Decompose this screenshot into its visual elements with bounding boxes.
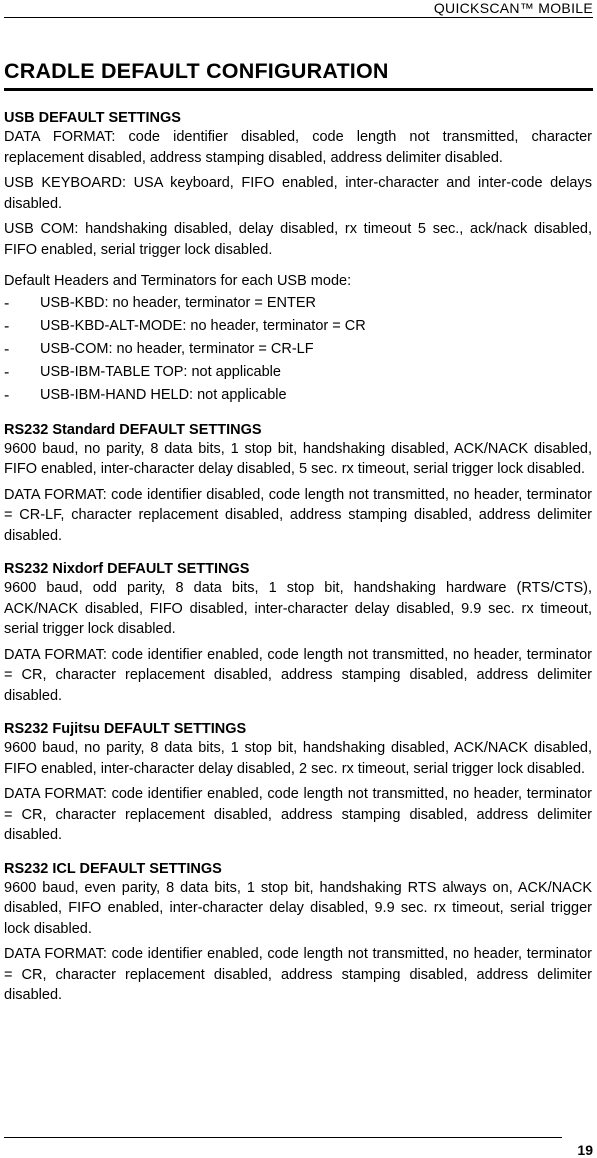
dash-bullet: - (4, 317, 10, 335)
dash-bullet: - (4, 340, 10, 358)
usb-data-format: DATA FORMAT: code identifier disabled, code length not transmitted, character replacement disabled, address stamping disabled, address delimiter disabled. (4, 129, 592, 166)
page-title: CRADLE DEFAULT CONFIGURATION (4, 59, 389, 83)
title-rule (4, 88, 593, 91)
running-header: QUICKSCAN™ MOBILE (433, 0, 593, 16)
rs232-fujitsu-heading: RS232 Fujitsu DEFAULT SETTINGS (4, 721, 247, 737)
list-item: - USB-KBD: no header, terminator = ENTER (4, 292, 592, 315)
dash-bullet: - (4, 294, 10, 312)
rs232-icl-heading: RS232 ICL DEFAULT SETTINGS (4, 860, 222, 877)
usb-heading: USB DEFAULT SETTINGS (4, 110, 181, 126)
page-number: 19 (577, 1142, 593, 1158)
dash-bullet: - (4, 363, 10, 381)
rs232-standard-heading: RS232 Standard DEFAULT SETTINGS (4, 421, 262, 438)
rs232-fujitsu-settings: 9600 baud, no parity, 8 data bits, 1 stop bit, handshaking disabled, ACK/NACK disabled, FIFO enabled, inter-character delay disabled, 2 sec. rx timeout, serial trigger lock disabled. (4, 740, 592, 777)
footer-rule (4, 1137, 562, 1138)
usb-modes-list (4, 292, 592, 407)
document-body (4, 109, 592, 1006)
list-item: - USB-COM: no header, terminator = CR-LF (4, 338, 592, 361)
rs232-fujitsu-data-format: DATA FORMAT: code identifier enabled, code length not transmitted, no header, terminator = CR, character replacement disabled, address stamping disabled, address delimiter disabled. (4, 786, 592, 843)
usb-headers-intro: Default Headers and Terminators for each USB mode: (4, 273, 352, 289)
list-item: - USB-IBM-HAND HELD: not applicable (4, 384, 592, 407)
rs232-nixdorf-data-format: DATA FORMAT: code identifier enabled, code length not transmitted, no header, terminator = CR, character replacement disabled, address stamping disabled, address delimiter disabled. (4, 646, 592, 704)
usb-keyboard: USB KEYBOARD: USA keyboard, FIFO enabled, inter-character and inter-code delays disabled. (4, 175, 592, 212)
list-item: - USB-KBD-ALT-MODE: no header, terminator = CR (4, 315, 592, 338)
usb-com: USB COM: handshaking disabled, delay disabled, rx timeout 5 sec., ack/nack disabled, FIFO enabled, serial trigger lock disabled. (4, 221, 592, 258)
rs232-standard-settings: 9600 baud, no parity, 8 data bits, 1 stop bit, handshaking disabled, ACK/NACK disabled, FIFO enabled, inter-character delay disabled, 5 sec. rx timeout, serial trigger lock disabled. (4, 440, 592, 477)
header-rule (4, 17, 593, 18)
dash-bullet: - (4, 386, 10, 404)
rs232-nixdorf-settings: 9600 baud, odd parity, 8 data bits, 1 stop bit, handshaking hardware (RTS/CTS), ACK/NACK disabled, FIFO disabled, inter-character delay disabled, 9.9 sec. rx timeout, serial trigger lock disabled. (4, 580, 592, 637)
list-item: - USB-IBM-TABLE TOP: not applicable (4, 361, 592, 384)
rs232-icl-settings: 9600 baud, even parity, 8 data bits, 1 stop bit, handshaking RTS always on, ACK/NACK disabled, FIFO enabled, inter-character delay disabled, 9.9 sec. rx timeout, serial trigger lock disabled. (4, 879, 592, 937)
rs232-nixdorf-heading: RS232 Nixdorf DEFAULT SETTINGS (4, 561, 250, 577)
rs232-icl-data-format: DATA FORMAT: code identifier enabled, code length not transmitted, no header, terminator = CR, character replacement disabled, address stamping disabled, address delimiter disabled. (4, 946, 592, 1003)
rs232-standard-data-format: DATA FORMAT: code identifier disabled, code length not transmitted, no header, terminator = CR-LF, character replacement disabled, address stamping disabled, address delimiter disabled. (4, 486, 592, 544)
